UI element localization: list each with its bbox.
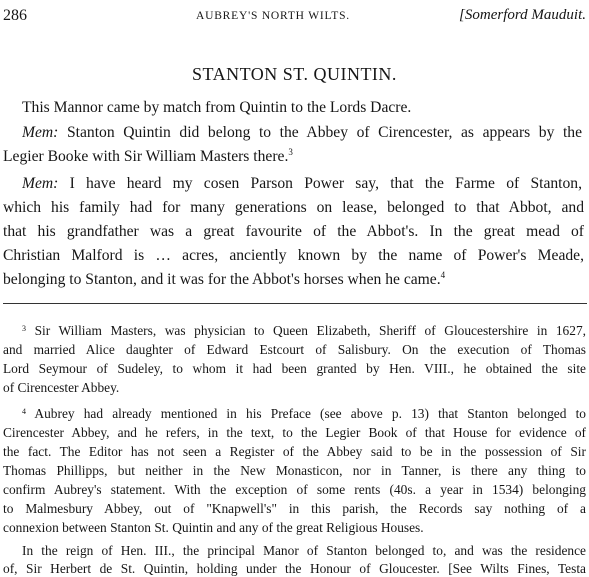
running-section: [Somerford Mauduit.: [459, 7, 586, 23]
paragraph-text: that his grandfather was a great favourite of the Abbot's. In the great mead of: [3, 223, 584, 240]
memorandum-label: Mem:: [22, 175, 59, 192]
footnote-line: [3, 379, 586, 396]
footnote-line: [3, 443, 586, 460]
footnote-divider: [3, 303, 587, 304]
footnote-text: Cirencester Abbey, and he refers, in the text, to the Legier Book of that House for evidence of: [3, 425, 586, 440]
footnote-line: [3, 560, 586, 577]
footnote-mark: 3: [22, 324, 26, 333]
paragraph-line: [3, 270, 584, 290]
paragraph-line: [22, 123, 582, 143]
paragraph-text: Stanton Quintin did belong to the Abbey of Cirencester, as appears by the: [66, 124, 582, 141]
page-number: 286: [3, 7, 27, 24]
footnote-text: of, Sir Herbert de St. Quintin, holding under the Honour of Gloucester. [See Wilts Fines, Testa: [3, 561, 586, 576]
footnote-line: [3, 341, 586, 358]
footnote-text: Aubrey had already mentioned in his Preface (see above p. 13) that Stanton belonged to: [34, 406, 586, 421]
footnote-line: [3, 519, 586, 536]
running-header: [0, 7, 589, 29]
footnote-line: [3, 424, 586, 441]
footnote-ref[interactable]: 3: [288, 147, 293, 157]
running-title: AUBREY'S NORTH WILTS.: [196, 10, 350, 22]
footnote-line: [22, 322, 586, 339]
footnote-line: [22, 542, 586, 559]
footnote-line: [22, 405, 586, 422]
footnote-text: Sir William Masters, was physician to Queen Elizabeth, Sheriff of Gloucestershire in 1627,: [34, 323, 586, 338]
footnote-text: Lord Seymour of Sudeley, to whom it had been granted by Hen. VIII., he obtained the site: [3, 361, 586, 376]
footnote-mark: 4: [22, 407, 26, 416]
paragraph-text: I have heard my cosen Parson Power say, that the Farme of Stanton,: [69, 175, 582, 192]
paragraph-line: [3, 222, 584, 242]
paragraph-text: Christian Malford is … acres, anciently known by the name of Power's Meade,: [3, 247, 584, 264]
paragraph-line: [3, 246, 584, 266]
paragraph-line: [3, 147, 584, 167]
paragraph-text: belonging to Stanton, and it was for the Abbot's horses when he came.: [3, 271, 441, 288]
footnote-text: Thomas Phillipps, but neither in the New Monasticon, nor in Tanner, is there any thing to: [3, 463, 586, 478]
paragraph-line: [3, 198, 584, 218]
paragraph-text: Legier Booke with Sir William Masters there.: [3, 148, 289, 165]
footnote-text: connexion between Stanton St. Quintin and any of the great Religious Houses.: [3, 520, 424, 535]
footnote-line: [3, 360, 586, 377]
paragraph-text: which his family had for many generations on lease, belonged to that Abbot, and: [3, 199, 584, 216]
footnote-text: In the reign of Hen. III., the principal Manor of Stanton belonged to, and was the residence: [22, 543, 586, 558]
footnote-text: and married Alice daughter of Edward Estcourt of Salisbury. On the execution of Thomas: [3, 342, 586, 357]
section-title: STANTON ST. QUINTIN.: [192, 64, 397, 84]
footnote-line: [3, 481, 586, 498]
paragraph-text: This Mannor came by match from Quintin to the Lords Dacre.: [22, 99, 412, 116]
footnote-text: the fact. The Editor has not seen a Register of the Abbey said to be in the possession of Sir: [3, 444, 586, 459]
paragraph-line: [22, 98, 582, 118]
paragraph-line: [22, 174, 582, 194]
footnote-text: confirm Aubrey's statement. With the exception of some rents (40s. a year in 1534) belonging: [3, 482, 586, 497]
footnote-line: [3, 462, 586, 479]
footnote-line: [3, 500, 586, 517]
memorandum-label: Mem:: [22, 124, 59, 141]
footnote-text: to Malmesbury Abbey, out of "Knapwell's" in this parish, the Records say nothing of a: [3, 501, 586, 516]
footnote-text: of Cirencester Abbey.: [3, 380, 120, 395]
footnote-ref[interactable]: 4: [440, 270, 446, 280]
